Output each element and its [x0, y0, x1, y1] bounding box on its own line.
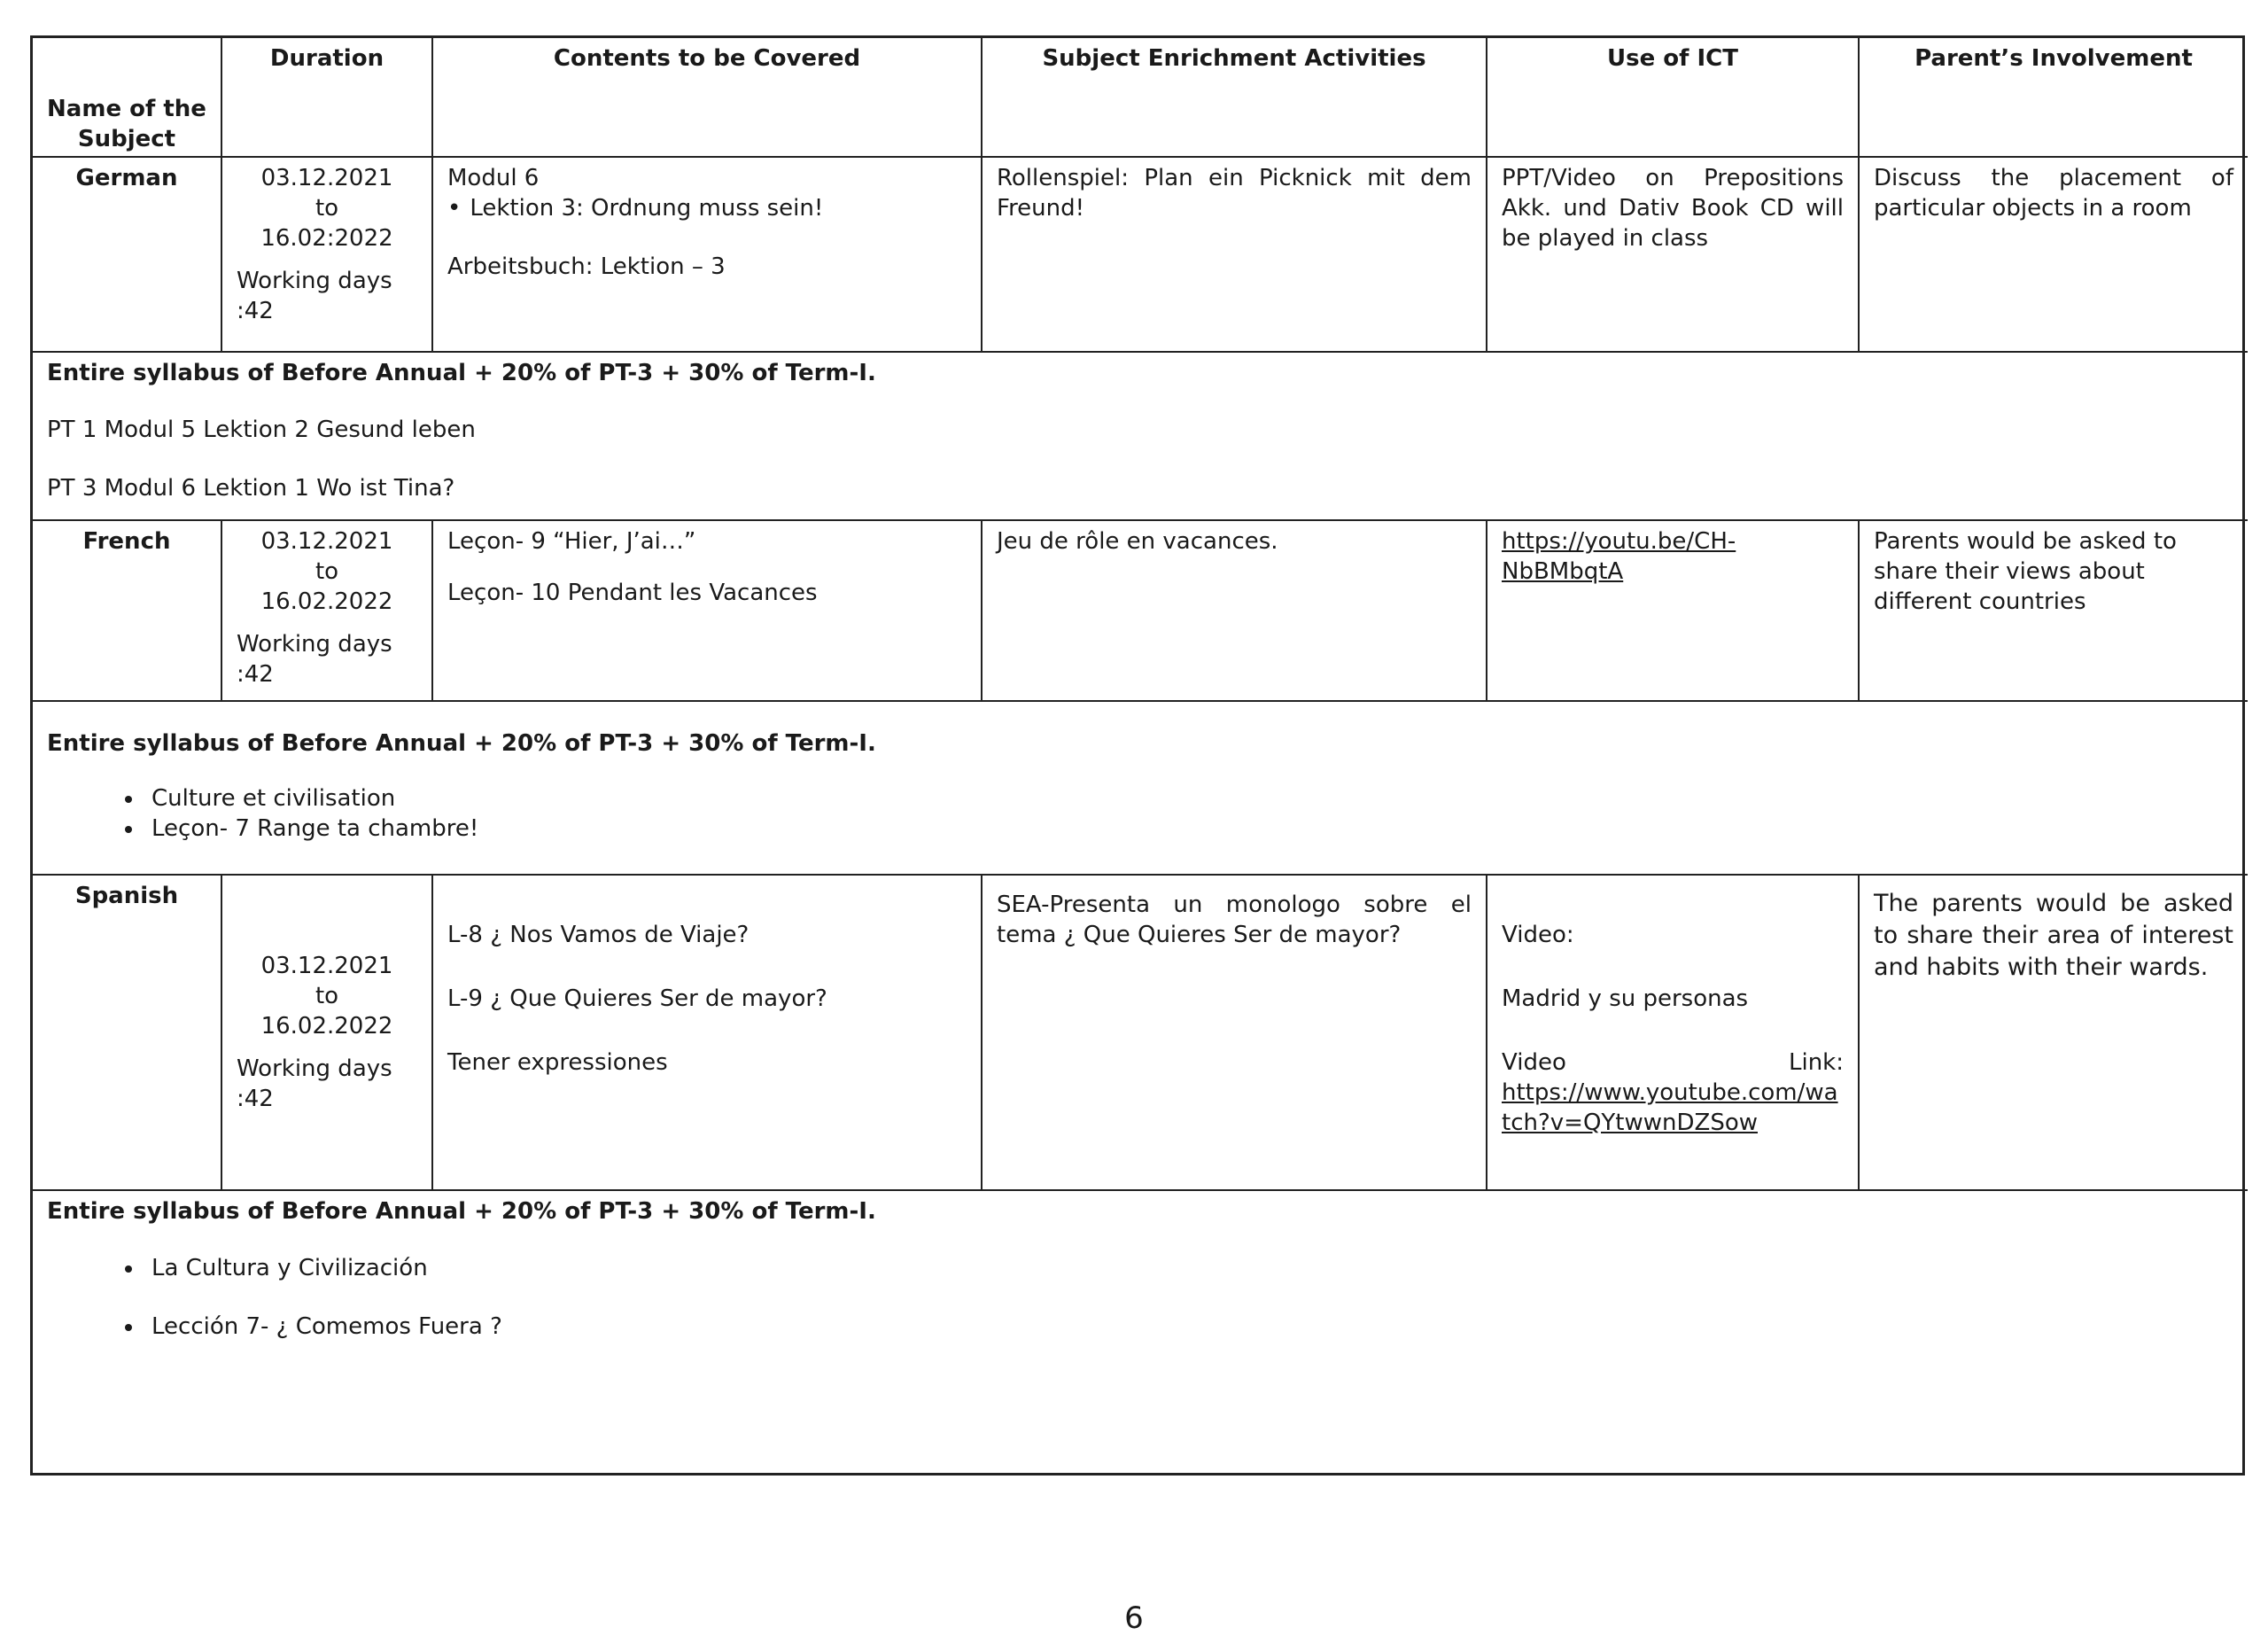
- french-enrichment: Jeu de rôle en vacances.: [982, 520, 1487, 701]
- header-row: [33, 38, 2248, 157]
- german-working-days: Working days :42: [237, 268, 392, 324]
- french-syllabus-title: Entire syllabus of Before Annual + 20% of PT-3 + 30% of Term-I.: [47, 730, 876, 757]
- german-parents: Discuss the placement of particular objects in a room: [1859, 157, 2248, 352]
- header-contents: Contents to be Covered: [432, 38, 982, 157]
- french-content-item: Leçon- 9 “Hier, J’ai…”: [447, 528, 696, 555]
- spanish-ict-link-label: [1502, 1047, 1844, 1078]
- german-syllabus-row: [33, 352, 2248, 520]
- spanish-syllabus-list: [47, 1253, 2233, 1342]
- french-content-item: Leçon- 10 Pendant les Vacances: [447, 580, 818, 606]
- spanish-duration-end: 16.02.2022: [260, 1013, 393, 1040]
- german-subject-name: German: [33, 157, 221, 352]
- german-duration-from: 03.12.2021: [260, 165, 393, 191]
- french-syllabus: [33, 701, 2248, 875]
- spanish-ict: [1487, 875, 1859, 1190]
- french-syllabus-item: • Culture et civilisation: [144, 783, 2233, 814]
- spanish-working-days: Working days :42: [237, 1055, 392, 1112]
- german-syllabus-item: PT 3 Modul 6 Lektion 1 Wo ist Tina?: [47, 475, 455, 502]
- french-parents: Parents would be asked to share their views about different countries: [1859, 520, 2248, 701]
- french-syllabus-list: [47, 783, 2233, 844]
- french-duration-end: 16.02.2022: [260, 588, 393, 615]
- spanish-parents: The parents would be asked to share their area of interest and habits with their wards.: [1859, 875, 2248, 1190]
- german-content-item: Modul 6: [447, 165, 540, 191]
- german-duration: [221, 157, 432, 352]
- spanish-ict-video-label: Video:: [1502, 922, 1574, 948]
- page-number: 6: [1124, 1600, 1144, 1636]
- spanish-syllabus-item: • La Cultura y Civilización: [144, 1253, 2233, 1283]
- spanish-syllabus-row: [33, 1190, 2248, 1472]
- german-content-text: Lektion 3: Ordnung muss sein!: [470, 195, 824, 222]
- french-row: [33, 520, 2248, 701]
- german-syllabus-item: PT 1 Modul 5 Lektion 2 Gesund leben: [47, 417, 476, 443]
- german-duration-end: 16.02:2022: [260, 225, 393, 252]
- spanish-ict-link[interactable]: https://www.youtube.com/watch?v=QYtwwnDZSow: [1502, 1079, 1838, 1136]
- german-content-item: Arbeitsbuch: Lektion – 3: [447, 253, 726, 280]
- french-contents: [432, 520, 982, 701]
- french-ict: [1487, 520, 1859, 701]
- german-syllabus: [33, 352, 2248, 520]
- syllabus-table: [33, 38, 2248, 1472]
- header-parents: Parent’s Involvement: [1859, 38, 2248, 157]
- french-working-days: Working days :42: [237, 631, 392, 688]
- spanish-subject-name: Spanish: [33, 875, 221, 1190]
- german-duration-to: to: [315, 195, 339, 222]
- spanish-content-item: Tener expressiones: [447, 1049, 668, 1076]
- spanish-duration-to: to: [315, 983, 339, 1009]
- spanish-duration-from: 03.12.2021: [260, 953, 393, 979]
- spanish-row: [33, 875, 2248, 1190]
- german-row: [33, 157, 2248, 352]
- spanish-content-item: L-8 ¿ Nos Vamos de Viaje?: [447, 922, 750, 948]
- german-enrichment: Rollenspiel: Plan ein Picknick mit dem Freund!: [982, 157, 1487, 352]
- french-duration: [221, 520, 432, 701]
- spanish-content-item: L-9 ¿ Que Quieres Ser de mayor?: [447, 985, 827, 1012]
- german-content-item: [447, 193, 967, 223]
- french-duration-to: to: [315, 558, 339, 585]
- german-syllabus-title: Entire syllabus of Before Annual + 20% of PT-3 + 30% of Term-I.: [47, 360, 876, 386]
- spanish-enrichment: SEA-Presenta un monologo sobre el tema ¿ Que Quieres Ser de mayor?: [982, 875, 1487, 1190]
- french-syllabus-row: [33, 701, 2248, 875]
- header-enrichment: Subject Enrichment Activities: [982, 38, 1487, 157]
- spanish-syllabus-title: Entire syllabus of Before Annual + 20% of PT-3 + 30% of Term-I.: [47, 1198, 876, 1225]
- header-subject: Name of the Subject: [33, 38, 221, 157]
- french-ict-link[interactable]: https://youtu.be/CH-NbBMbqtA: [1502, 528, 1736, 585]
- spanish-syllabus: [33, 1190, 2248, 1472]
- bullet-icon: [447, 195, 470, 222]
- french-duration-from: 03.12.2021: [260, 528, 393, 555]
- spanish-ict-link-label-a: Video: [1502, 1049, 1566, 1076]
- spanish-ict-title: Madrid y su personas: [1502, 985, 1749, 1012]
- header-duration: Duration: [221, 38, 432, 157]
- french-subject-name: French: [33, 520, 221, 701]
- spanish-contents: [432, 875, 982, 1190]
- syllabus-table-frame: [30, 35, 2245, 1476]
- french-syllabus-item: • Leçon- 7 Range ta chambre!: [144, 814, 2233, 844]
- german-ict: PPT/Video on Prepositions Akk. und Dativ Book CD will be played in class: [1487, 157, 1859, 352]
- german-contents: [432, 157, 982, 352]
- spanish-syllabus-item: • Lección 7- ¿ Comemos Fuera ?: [144, 1312, 2233, 1342]
- header-ict: Use of ICT: [1487, 38, 1859, 157]
- spanish-ict-link-label-b: Link:: [1788, 1049, 1844, 1076]
- spanish-duration: [221, 875, 432, 1190]
